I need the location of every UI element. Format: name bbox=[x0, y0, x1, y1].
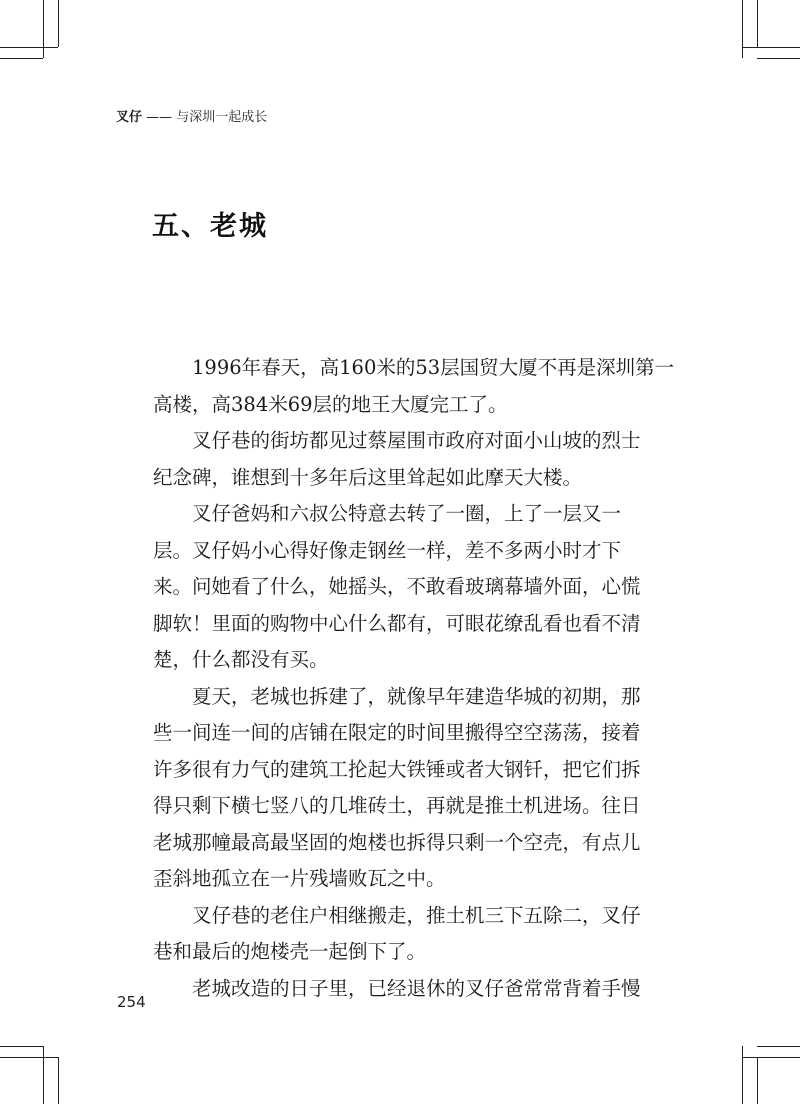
body-line: 层。叉仔妈小心得好像走钢丝一样，差不多两小时才下 bbox=[153, 538, 622, 562]
crop-mark-top-right-horizontal-inner bbox=[757, 58, 800, 59]
crop-mark-top-left-horizontal-inner bbox=[0, 58, 43, 59]
body-line: 高楼，高384米69层的地王大厦完工了。 bbox=[153, 392, 508, 416]
crop-mark-top-right-horizontal bbox=[742, 47, 800, 48]
running-head-subtitle: 与深圳一起成长 bbox=[176, 110, 268, 125]
body-line: 些一间连一间的店铺在限定的时间里搬得空空荡荡，接着 bbox=[153, 721, 641, 744]
crop-mark-bottom-left-vertical bbox=[43, 1046, 44, 1104]
crop-mark-top-left-vertical bbox=[43, 0, 44, 58]
crop-mark-top-right-vertical bbox=[742, 0, 743, 58]
crop-mark-top-left-horizontal bbox=[0, 47, 58, 48]
body-line: 歪斜地孤立在一片残墙败瓦之中。 bbox=[153, 867, 446, 890]
body-text bbox=[153, 350, 675, 1007]
body-line: 许多很有力气的建筑工抡起大铁锤或者大钢钎，把它们拆 bbox=[153, 757, 641, 781]
crop-mark-bottom-left-vertical-inner bbox=[58, 1057, 59, 1104]
body-line: 叉仔巷的老住户相继搬走，推土机三下五除二，叉仔 bbox=[192, 903, 641, 927]
body-line: 叉仔爸妈和六叔公特意去转了一圈，上了一层又一 bbox=[192, 502, 622, 525]
body-line: 楚，什么都没有买。 bbox=[153, 648, 329, 671]
crop-mark-bottom-right-vertical bbox=[742, 1046, 743, 1104]
running-head-separator: —— bbox=[142, 110, 177, 125]
chapter-title: 五、老城 bbox=[152, 211, 268, 242]
body-line: 老城那幢最高最坚固的炮楼也拆得只剩一个空壳，有点儿 bbox=[153, 830, 641, 854]
body-line: 老城改造的日子里，已经退休的叉仔爸常常背着手慢 bbox=[192, 976, 641, 1000]
body-line: 纪念碑，谁想到十多年后这里耸起如此摩天大楼。 bbox=[153, 465, 583, 489]
page-number: 254 bbox=[117, 993, 146, 1011]
crop-mark-bottom-right-horizontal-inner bbox=[757, 1046, 800, 1047]
crop-mark-bottom-right-horizontal bbox=[742, 1057, 800, 1058]
body-line: 脚软！里面的购物中心什么都有，可眼花缭乱看也看不清 bbox=[153, 611, 641, 635]
crop-mark-top-right-vertical-inner bbox=[757, 0, 758, 47]
body-line: 夏天，老城也拆建了，就像早年建造华城的初期，那 bbox=[192, 684, 641, 708]
running-head-book-title: 叉仔 bbox=[116, 110, 143, 125]
body-line: 来。问她看了什么，她摇头，不敢看玻璃幕墙外面，心慌 bbox=[153, 575, 641, 598]
body-line: 得只剩下横七竖八的几堆砖土，再就是推土机进场。往日 bbox=[153, 794, 641, 817]
body-line: 巷和最后的炮楼壳一起倒下了。 bbox=[153, 940, 427, 963]
crop-mark-bottom-left-horizontal bbox=[0, 1057, 58, 1058]
body-line: 叉仔巷的街坊都见过蔡屋围市政府对面小山坡的烈士 bbox=[192, 429, 641, 452]
crop-mark-bottom-right-vertical-inner bbox=[757, 1057, 758, 1104]
running-head bbox=[116, 106, 267, 125]
body-line: 1996年春天，高160米的53层国贸大厦不再是深圳第一 bbox=[192, 356, 675, 379]
crop-mark-top-left-vertical-inner bbox=[58, 0, 59, 47]
crop-mark-bottom-left-horizontal-inner bbox=[0, 1046, 43, 1047]
